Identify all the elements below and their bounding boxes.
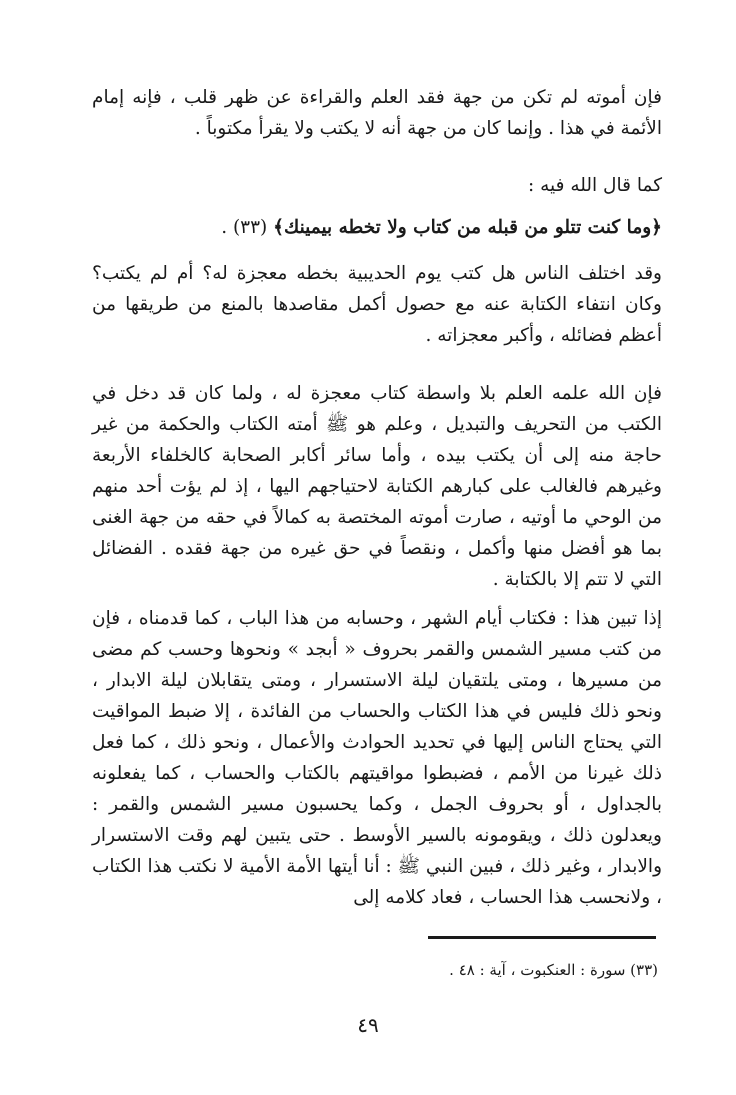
paragraph-2: كما قال الله فيه : (528, 175, 662, 196)
quran-quote-paragraph (92, 212, 662, 243)
footnote-reference: (٣٣) . (221, 217, 268, 238)
page-number: ٤٩ (357, 1013, 379, 1037)
paragraph-4: وقد اختلف الناس هل كتب يوم الحديبية بخطه معجزة له؟ أم لم يكتب؟ وكان انتفاء الكتابة عنه مع حصول أكمل مقاصدها بالمنع من طريقها من أعظم فضائله ، وأكبر معجزاته . (92, 263, 662, 346)
paragraph-6: إذا تبين هذا : فكتاب أيام الشهر ، وحسابه من هذا الباب ، كما قدمناه ، فإن من كتب مسير الشمس والقمر بحروف « أبجد » ونحوها وحسب كم مضى من مسيرها ، ومتى يلتقيان ليلة الاستسرار ، ومتى يتقابلان ليلة الابدار ، ونحو ذلك فليس في هذا الكتاب والحساب من الفائدة ، إلا ضبط المواقيت التي يحتاج الناس إليها في تحديد الحوادث والأعمال ، ونحو ذلك ، كما فعل ذلك غيرنا من الأمم ، فضبطوا مواقيتهم بالكتاب والحساب ، كما يفعلونه بالجداول ، أو بحروف الجمل ، وكما يحسبون مسير الشمس والقمر : ويعدلون ذلك ، ويقومونه بالسير الأوسط . حتى يتبين لهم وقت الاستسرار والابدار ، وغير ذلك ، فبين النبي ﷺ : أنا أيتها الأمة الأمية لا نكتب هذا الكتاب ، ولانحسب هذا الحساب ، فعاد كلامه إلى (92, 608, 662, 908)
paragraph-5: فإن الله علمه العلم بلا واسطة كتاب معجزة له ، ولما كان قد دخل في الكتب من التحريف والتبديل ، وعلم هو ﷺ أمته الكتاب والحكمة من غير حاجة منه إلى أن يكتب بيده ، وأما سائر أكابر الصحابة كالخلفاء الأربعة وغيرهم فالغالب على كبارهم الكتابة لاحتياجهم اليها ، إذ لم يؤت أحد منهم من الوحي ما أوتيه ، صارت أموته المختصة به كمالاً في حقه من جهة الغنى بما هو أفضل منها وأكمل ، ونقصاً في حق غيره من جهة فقده . الفضائل التي لا تتم إلا بالكتابة . (92, 383, 662, 590)
quran-quote: ﴿وما كنت تتلو من قبله من كتاب ولا تخطه بيمينك﴾ (273, 217, 662, 238)
footnote: (٣٣) سورة : العنكبوت ، آية : ٤٨ . (449, 961, 658, 979)
footnote-divider (428, 936, 656, 939)
paragraph-1: فإن أموته لم تكن من جهة فقد العلم والقراءة عن ظهر قلب ، فإنه إمام الأئمة في هذا . وإنما كان من جهة أنه لا يكتب ولا يقرأ مكتوباً . (92, 87, 662, 139)
